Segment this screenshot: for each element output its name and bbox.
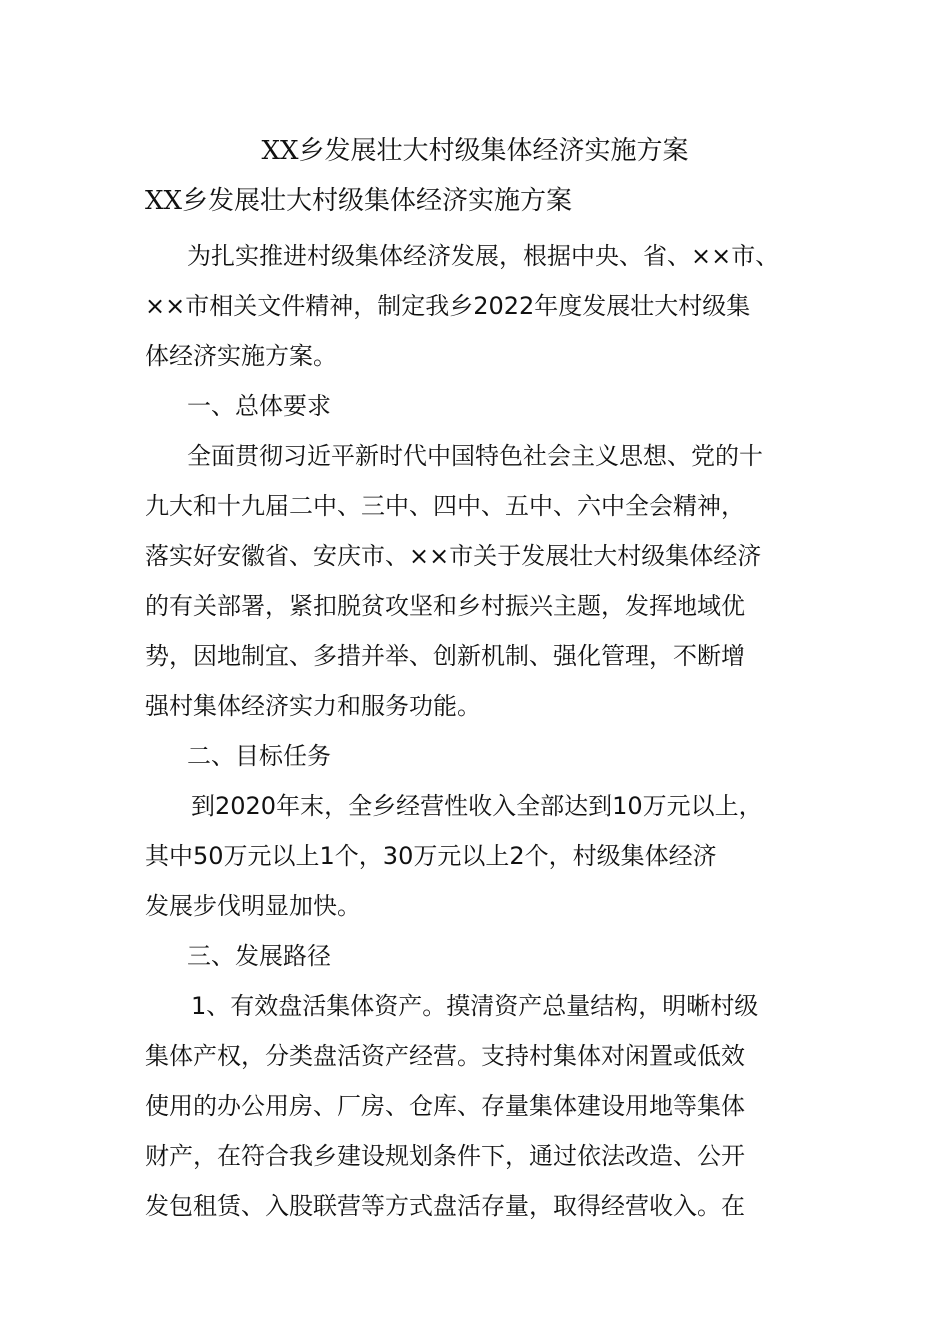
paragraph-line: 1、有效盘活集体资产。摸清资产总量结构，明晰村级 [191,992,759,1020]
paragraph-line: 到2020年末，全乡经营性收入全部达到10万元以上， [191,792,763,820]
paragraph-line: 强村集体经济实力和服务功能。 [145,692,481,720]
section-heading: 三、发展路径 [187,942,331,970]
paragraph-line: 九大和十九届二中、三中、四中、五中、六中全会精神， [145,492,745,520]
paragraph-line: 势，因地制宜、多措并举、创新机制、强化管理，不断增 [145,642,745,670]
paragraph-line: 为扎实推进村级集体经济发展，根据中央、省、××市、 [187,242,780,270]
paragraph-line: 全面贯彻习近平新时代中国特色社会主义思想、党的十 [187,442,763,470]
section-heading: 二、目标任务 [187,742,331,770]
section-heading: 一、总体要求 [187,392,331,420]
paragraph-line: 的有关部署，紧扣脱贫攻坚和乡村振兴主题，发挥地域优 [145,592,745,620]
paragraph-line: 其中50万元以上1个，30万元以上2个，村级集体经济 [145,842,717,870]
paragraph-line: ××市相关文件精神，制定我乡2022年度发展壮大村级集 [145,292,751,320]
paragraph-line: 发展步伐明显加快。 [145,892,361,920]
document-subtitle: XX乡发展壮大村级集体经济实施方案 [145,186,573,216]
paragraph-line: 使用的办公用房、厂房、仓库、存量集体建设用地等集体 [145,1092,745,1120]
document-title: XX乡发展壮大村级集体经济实施方案 [261,136,689,166]
document-body [145,231,825,1231]
paragraph-line: 发包租赁、入股联营等方式盘活存量，取得经营收入。在 [145,1192,745,1220]
paragraph-line: 财产，在符合我乡建设规划条件下，通过依法改造、公开 [145,1142,745,1170]
paragraph-line: 落实好安徽省、安庆市、××市关于发展壮大村级集体经济 [145,542,762,570]
paragraph-line: 体经济实施方案。 [145,342,337,370]
paragraph-line: 集体产权，分类盘活资产经营。支持村集体对闲置或低效 [145,1042,745,1070]
